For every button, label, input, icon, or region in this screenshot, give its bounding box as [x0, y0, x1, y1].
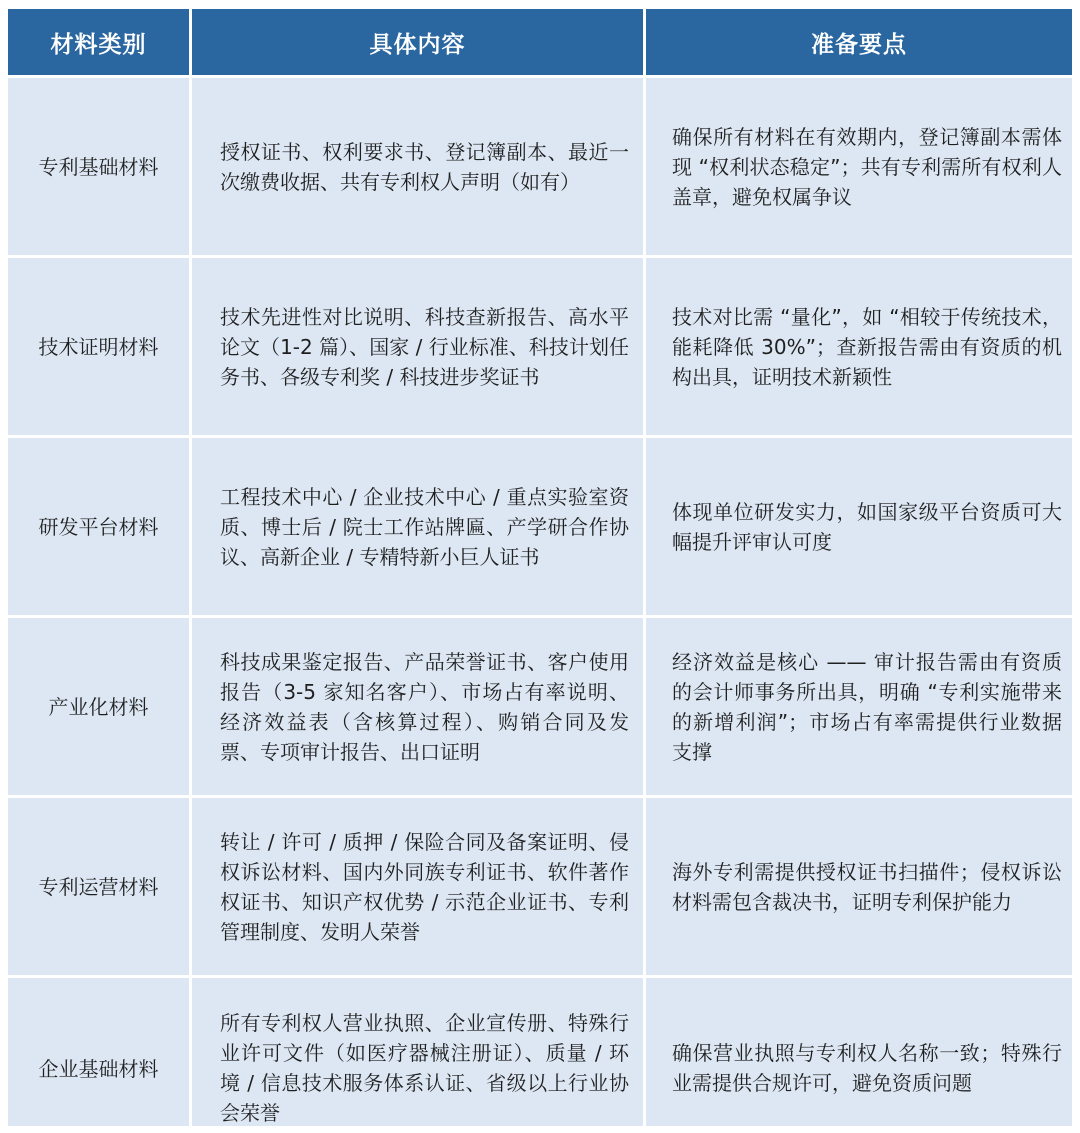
- row-3-category: 研发平台材料: [8, 438, 189, 615]
- header-content: 具体内容: [192, 9, 643, 75]
- row-1-content-text: 授权证书、权利要求书、登记簿副本、最近一次缴费收据、共有专利权人声明（如有）: [220, 139, 629, 194]
- row-1-points: [646, 78, 1072, 255]
- row-5-content-text: 转让 / 许可 / 质押 / 保险合同及备案证明、侵权诉讼材料、国内外同族专利证书、软件著作权证书、知识产权优势 / 示范企业证书、专利管理制度、发明人荣誉: [220, 829, 629, 944]
- row-6-content: [192, 978, 643, 1126]
- header-points: 准备要点: [646, 9, 1072, 75]
- row-4-content-text: 科技成果鉴定报告、产品荣誉证书、客户使用报告（3-5 家知名客户）、市场占有率说明、经济效益表（含核算过程）、购销合同及发票、专项审计报告、出口证明: [220, 649, 629, 764]
- row-6-content-text: 所有专利权人营业执照、企业宣传册、特殊行业许可文件（如医疗器械注册证）、质量 / 环境 / 信息技术服务体系认证、省级以上行业协会荣誉: [220, 1011, 629, 1125]
- row-3-points: [646, 438, 1072, 615]
- row-3-content: [192, 438, 643, 615]
- row-2-category: 技术证明材料: [8, 258, 189, 435]
- row-5-points: [646, 798, 1072, 975]
- row-2-content-text: 技术先进性对比说明、科技查新报告、高水平论文（1-2 篇）、国家 / 行业标准、科技计划任务书、各级专利奖 / 科技进步奖证书: [220, 304, 629, 389]
- row-3-points-text: 体现单位研发实力，如国家级平台资质可大幅提升评审认可度: [672, 499, 1062, 554]
- row-4-points: [646, 618, 1072, 795]
- header-category: 材料类别: [8, 9, 189, 75]
- row-2-points: [646, 258, 1072, 435]
- row-2-content: [192, 258, 643, 435]
- row-6-points-text: 确保营业执照与专利权人名称一致；特殊行业需提供合规许可，避免资质问题: [672, 1041, 1062, 1095]
- row-4-category: 产业化材料: [8, 618, 189, 795]
- row-2-points-text: 技术对比需 “量化”，如 “相较于传统技术，能耗降低 30%”；查新报告需由有资质的机构出具，证明技术新颖性: [672, 304, 1062, 389]
- row-5-category: 专利运营材料: [8, 798, 189, 975]
- materials-table: [8, 9, 1072, 1126]
- row-1-points-text: 确保所有材料在有效期内，登记簿副本需体现 “权利状态稳定”；共有专利需所有权利人盖章，避免权属争议: [672, 124, 1062, 209]
- row-5-content: [192, 798, 643, 975]
- row-4-content: [192, 618, 643, 795]
- row-6-points: [646, 978, 1072, 1126]
- row-3-content-text: 工程技术中心 / 企业技术中心 / 重点实验室资质、博士后 / 院士工作站牌匾、产学研合作协议、高新企业 / 专精特新小巨人证书: [220, 484, 629, 569]
- row-6-category: 企业基础材料: [8, 978, 189, 1126]
- row-1-category: 专利基础材料: [8, 78, 189, 255]
- row-5-points-text: 海外专利需提供授权证书扫描件；侵权诉讼材料需包含裁决书，证明专利保护能力: [672, 859, 1062, 914]
- row-4-points-text: 经济效益是核心 —— 审计报告需由有资质的会计师事务所出具，明确 “专利实施带来的新增利润”；市场占有率需提供行业数据支撑: [672, 649, 1062, 764]
- row-1-content: [192, 78, 643, 255]
